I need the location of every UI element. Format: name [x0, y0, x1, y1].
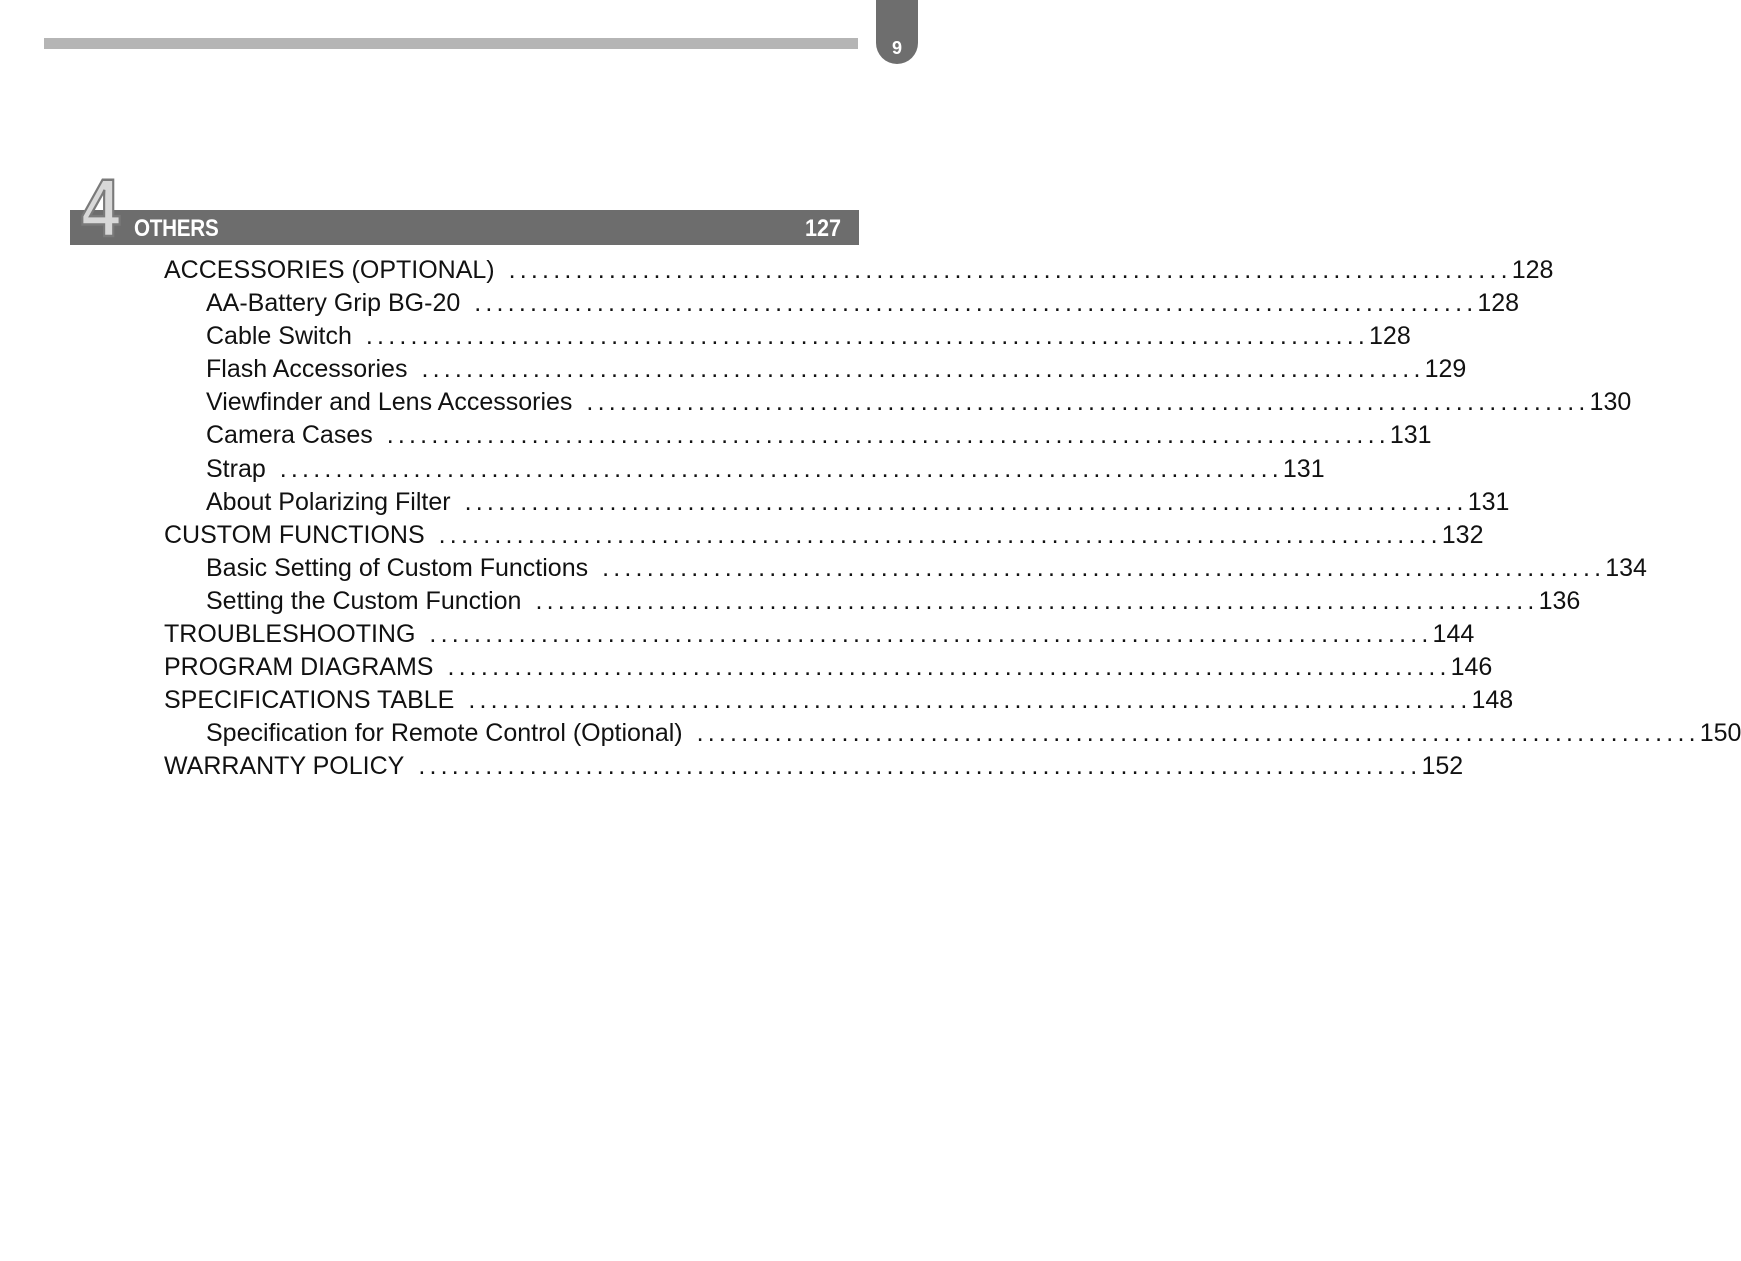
toc-entry-title: Strap: [206, 454, 266, 483]
chapter-title: OTHERS: [134, 215, 219, 242]
toc-entry-page: 128: [1511, 256, 1554, 284]
toc-dot-leader: ..........................................................................................: [279, 454, 1283, 483]
toc-entry-page: 148: [1471, 686, 1514, 715]
toc-entry[interactable]: [164, 419, 1432, 452]
chapter-number: 4: [81, 162, 121, 255]
chapter-number-icon: [76, 158, 126, 255]
toc-entry[interactable]: [164, 618, 1475, 651]
toc-entry-page: 134: [1605, 553, 1647, 582]
chapter-page: 127: [804, 215, 841, 242]
toc-dot-leader: ..........................................................................................: [447, 653, 1451, 682]
toc-entry-title: Specification for Remote Control (Optional): [206, 719, 683, 748]
page-number-tab: [876, 0, 918, 64]
toc-entry[interactable]: [164, 453, 1325, 486]
toc-entry-page: 130: [1589, 388, 1632, 417]
toc-entry-title: Basic Setting of Custom Functions: [206, 553, 589, 582]
toc-dot-leader: ..........................................................................................: [535, 586, 1539, 615]
toc-entry-title: Camera Cases: [206, 421, 373, 450]
table-of-contents: [164, 254, 1741, 784]
toc-dot-leader: ..........................................................................................: [464, 487, 1468, 516]
toc-entry[interactable]: [164, 254, 1554, 287]
toc-entry[interactable]: [164, 585, 1581, 618]
toc-dot-leader: ..........................................................................................: [474, 289, 1478, 318]
toc-entry[interactable]: [164, 386, 1632, 419]
toc-entry-title: ACCESSORIES (OPTIONAL): [164, 256, 495, 284]
toc-entry-page: 131: [1389, 421, 1432, 450]
toc-dot-leader: ..........................................................................................: [418, 752, 1422, 781]
toc-entry-title: WARRANTY POLICY: [164, 752, 405, 781]
toc-entry-page: 146: [1450, 653, 1493, 682]
toc-entry[interactable]: [164, 684, 1514, 717]
toc-entry-title: About Polarizing Filter: [206, 487, 451, 516]
toc-entry[interactable]: [164, 552, 1647, 585]
toc-entry-title: CUSTOM FUNCTIONS: [164, 520, 425, 549]
toc-entry[interactable]: [164, 320, 1411, 353]
toc-dot-leader: ..........................................................................................: [365, 322, 1370, 351]
toc-entry[interactable]: [164, 486, 1510, 519]
toc-entry[interactable]: [164, 717, 1741, 750]
toc-entry[interactable]: [164, 519, 1484, 552]
toc-dot-leader: ..........................................................................................: [602, 553, 1606, 582]
toc-entry[interactable]: [164, 353, 1467, 386]
toc-entry[interactable]: [164, 651, 1493, 684]
toc-entry-page: 129: [1424, 355, 1467, 384]
toc-dot-leader: ..........................................................................................: [586, 388, 1590, 417]
header-rule: [44, 38, 858, 49]
page-number: 9: [891, 38, 902, 58]
toc-entry-title: SPECIFICATIONS TABLE: [164, 686, 455, 715]
toc-entry-title: Viewfinder and Lens Accessories: [206, 388, 573, 417]
toc-entry-title: AA-Battery Grip BG-20: [206, 289, 461, 318]
toc-entry-page: 131: [1467, 487, 1510, 516]
toc-dot-leader: ..........................................................................................: [386, 421, 1390, 450]
toc-dot-leader: ..........................................................................................: [468, 686, 1472, 715]
toc-entry-page: 150: [1699, 719, 1741, 748]
toc-entry-title: Flash Accessories: [206, 355, 408, 384]
toc-dot-leader: ..........................................................................................: [508, 256, 1512, 284]
toc-entry-page: 128: [1477, 289, 1520, 318]
toc-entry-title: Setting the Custom Function: [206, 586, 522, 615]
toc-entry-title: Cable Switch: [206, 322, 352, 351]
toc-entry-page: 131: [1282, 454, 1325, 483]
toc-entry[interactable]: [164, 750, 1464, 783]
toc-dot-leader: ..........................................................................................: [429, 620, 1433, 649]
toc-entry-page: 152: [1421, 752, 1464, 781]
toc-entry-title: PROGRAM DIAGRAMS: [164, 653, 434, 682]
toc-entry[interactable]: [164, 287, 1520, 320]
toc-entry-page: 128: [1369, 322, 1411, 351]
toc-dot-leader: ..........................................................................................: [696, 719, 1700, 748]
toc-dot-leader: ..........................................................................................: [421, 355, 1425, 384]
toc-entry-page: 144: [1432, 620, 1475, 649]
toc-entry-page: 136: [1538, 586, 1581, 615]
toc-entry-page: 132: [1441, 520, 1484, 549]
toc-dot-leader: ..........................................................................................: [438, 520, 1442, 549]
toc-entry-title: TROUBLESHOOTING: [164, 620, 416, 649]
